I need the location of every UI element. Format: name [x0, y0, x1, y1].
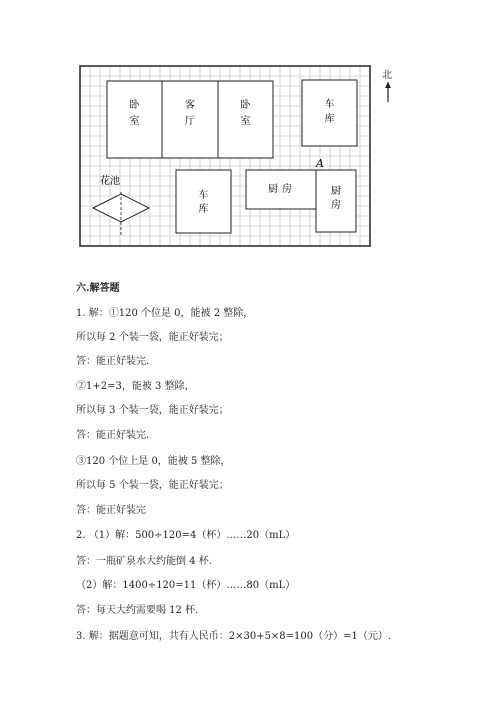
room-garage-bottom	[176, 170, 231, 233]
section-title: 六.解答题	[76, 283, 120, 294]
answer-line: 答：一瓶矿泉水大约能倒 4 杯.	[76, 556, 212, 567]
room-living-room	[162, 81, 218, 158]
room-kitchen-right	[316, 170, 356, 232]
answer-line: 所以每 5 个装一袋，能正好装完；	[76, 480, 229, 491]
answer-line: 所以每 2 个装一袋，能正好装完；	[76, 332, 229, 343]
room-label: 库	[198, 204, 209, 215]
room-label: 车	[324, 99, 335, 110]
answer-line: 3. 解：据题意可知，共有人民币：2×30+5×8=100（分）=1（元）.	[76, 631, 392, 642]
answer-line: ②1+2=3，能被 3 整除，	[76, 381, 195, 392]
room-label: 房	[282, 184, 292, 195]
room-bedroom-2	[218, 81, 273, 158]
room-label: 卧	[129, 100, 140, 111]
room-label: 厅	[185, 116, 195, 127]
compass	[382, 69, 392, 102]
point-a-label: A	[316, 157, 324, 170]
compass-north-label: 北	[382, 70, 392, 81]
room-label: 室	[129, 116, 140, 127]
room-label: 厨	[268, 184, 278, 195]
answer-line: 答：能正好装完.	[76, 356, 150, 367]
room-label: 客	[185, 100, 195, 111]
room-kitchen-left	[246, 170, 316, 209]
room-label: 厨	[331, 186, 341, 197]
answer-line: 所以每 3 个装一袋，能正好装完；	[76, 405, 229, 416]
answer-line: ③120 个位上是 0，能被 5 整除，	[76, 456, 231, 467]
answer-line: 答：能正好装完	[76, 505, 146, 516]
answer-line: 答：每天大约需要喝 12 杯.	[76, 605, 199, 616]
room-bedroom-1	[107, 81, 162, 158]
room-garage-top	[302, 80, 357, 146]
compass-arrow-head	[385, 82, 391, 88]
flower-bed-label: 花池	[100, 176, 120, 187]
answer-line: （2）解：1400÷120=11（杯）……80（mL）	[76, 580, 296, 591]
answer-line: 2. （1）解：500÷120=4（杯）……20（mL）	[76, 530, 296, 541]
room-label: 库	[324, 114, 335, 125]
room-label: 车	[198, 190, 209, 201]
answer-line: 答：能正好装完.	[76, 430, 150, 441]
floor-plan-figure	[0, 0, 500, 270]
room-label: 室	[240, 116, 251, 127]
answer-line: 1. 解：①120 个位是 0，能被 2 整除，	[76, 308, 254, 319]
room-label: 房	[331, 200, 341, 211]
room-label: 卧	[240, 100, 251, 111]
